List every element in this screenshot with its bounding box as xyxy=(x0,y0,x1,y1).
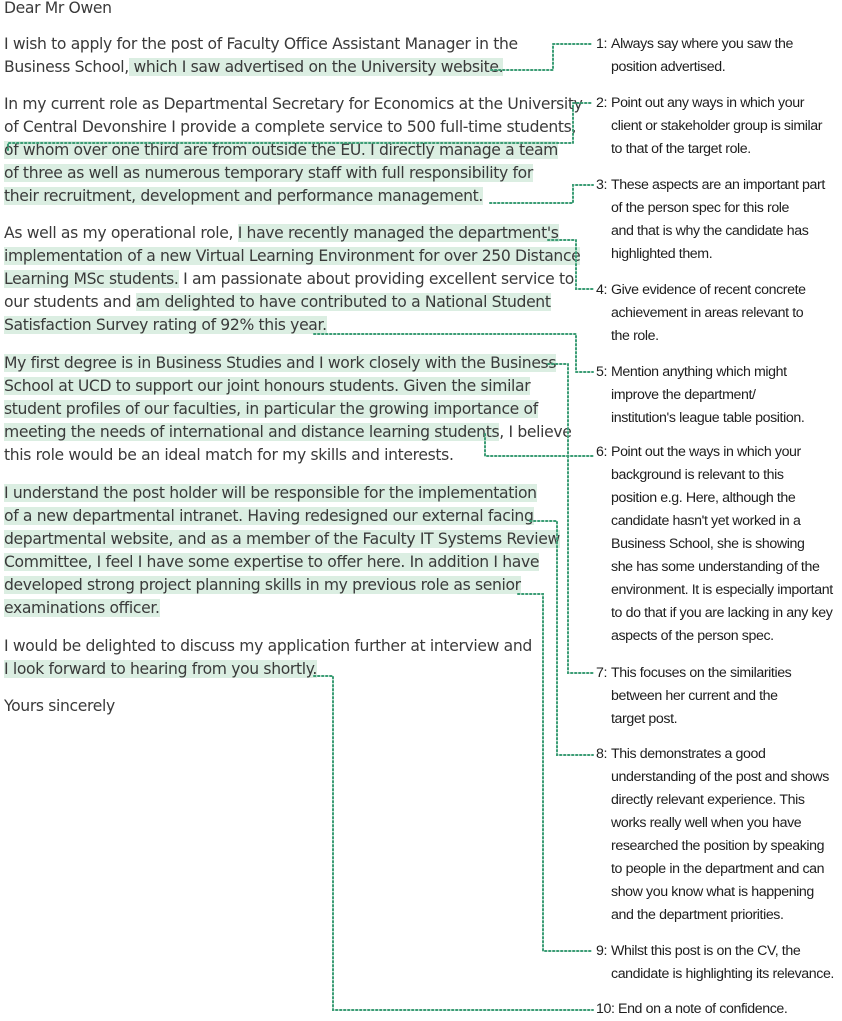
note-line: she has some understanding of the xyxy=(611,559,820,575)
note-line: show you know what is happening xyxy=(611,884,814,900)
paragraph-5: I understand the post holder will be responsible for the implementation of a new departmental intranet. Having redesigned our external facing departmental website, and as a member of the Faculty IT Systems Review Committee, I feel I have some expertise to offer here. In addition I have developed strong project planning skills in my previous role as senior examinations officer. xyxy=(4,484,560,617)
note-line: These aspects are an important part xyxy=(611,177,825,193)
note-4 xyxy=(596,279,842,348)
paragraph-3: As well as my operational role, I have recently managed the department's implementation of a new Virtual Learning Environment for over 250 Distance Learning MSc students. I am passionate about providing excellent service to our students and am delighted to have contributed to a National Student Satisfaction Survey rating of 92% this year. xyxy=(4,224,581,334)
note-line: highlighted them. xyxy=(611,246,713,262)
note-8 xyxy=(596,743,842,927)
note-line: Business School, she is showing xyxy=(611,536,805,552)
note-line: to do that if you are lacking in any key xyxy=(611,605,833,621)
highlight-7: I understand the post holder will be responsible for the implementation xyxy=(4,484,537,502)
note-line: candidate is highlighting its relevance. xyxy=(611,966,834,982)
note-number: 5: xyxy=(596,364,608,380)
note-line: target post. xyxy=(611,711,678,727)
note-number: 9: xyxy=(596,943,608,959)
note-number: 6: xyxy=(596,444,608,460)
note-line: Point out any ways in which your xyxy=(611,95,805,111)
note-line: Always say where you saw the xyxy=(611,36,793,52)
paragraph-1: I wish to apply for the post of Faculty Office Assistant Manager in the Business School, which I saw advertised on the University website. xyxy=(4,35,518,76)
highlight-2: of whom over one third are from outside the EU. xyxy=(4,141,366,159)
paragraph-2: In my current role as Departmental Secretary for Economics at the University of Central Devonshire I provide a complete service to 500 full-time students, of whom over one third are from outside the EU. I directly manage a team of three as well as numerous temporary staff with full responsibility for their recruitment, development and performance management. xyxy=(4,95,583,205)
note-line: to that of the target role. xyxy=(611,141,751,157)
note-2 xyxy=(596,92,842,161)
note-line: institution's league table position. xyxy=(611,410,805,426)
note-number: 2: xyxy=(596,95,608,111)
note-line: Give evidence of recent concrete xyxy=(611,282,806,298)
note-line: improve the department/ xyxy=(611,387,756,403)
salutation: Dear Mr Owen xyxy=(4,0,112,17)
connector-10 xyxy=(314,676,593,1010)
note-line: aspects of the person spec. xyxy=(611,628,774,644)
note-line: directly relevant experience. This xyxy=(611,792,805,808)
note-number: 3: xyxy=(596,177,608,193)
note-9 xyxy=(596,940,842,986)
note-line: the role. xyxy=(611,328,659,344)
note-line: background is relevant to this xyxy=(611,467,784,483)
paragraph-4: My first degree is in Business Studies and I work closely with the Business School at UCD to support our joint honours students. Given the similar student profiles of our faculties, in particular the growing importance of meeting the needs of international and distance learning students, I believe this role would be an ideal match for my skills and interests. xyxy=(4,354,572,464)
note-number: 7: xyxy=(596,665,608,681)
note-line: End on a note of confidence. xyxy=(618,1001,788,1017)
note-line: client or stakeholder group is similar xyxy=(611,118,823,134)
note-line: environment. It is especially important xyxy=(611,582,833,598)
note-10 xyxy=(596,998,842,1021)
note-line: between her current and the xyxy=(611,688,778,704)
paragraph-6: I would be delighted to discuss my application further at interview and I look forward to hearing from you shortly. xyxy=(4,637,532,678)
note-line: This focuses on the similarities xyxy=(611,665,792,681)
note-line: and the department priorities. xyxy=(611,907,784,923)
note-number: 8: xyxy=(596,746,608,762)
note-line: achievement in areas relevant to xyxy=(611,305,804,321)
highlight-6: My first degree is in Business Studies and I work closely with the Business xyxy=(4,354,557,372)
note-number: 1: xyxy=(596,36,608,52)
highlight-4: I have recently managed the department's xyxy=(237,224,559,242)
highlight-8: In addition I have xyxy=(405,553,540,571)
closing: Yours sincerely xyxy=(4,697,115,715)
note-line: understanding of the post and shows xyxy=(611,769,829,785)
note-3 xyxy=(596,174,842,266)
note-line: works really well when you have xyxy=(611,815,802,831)
note-6 xyxy=(596,441,842,648)
note-line: Mention anything which might xyxy=(611,364,787,380)
note-line: candidate hasn't yet worked in a xyxy=(611,513,801,529)
note-line: position e.g. Here, although the xyxy=(611,490,796,506)
note-number: 10: xyxy=(596,1001,615,1017)
note-line: and that is why the candidate has xyxy=(611,223,809,239)
note-line: of the person spec for this role xyxy=(611,200,790,216)
highlight-10: I look forward to hearing from you shortly. xyxy=(4,660,317,678)
highlight-1: which I saw advertised on the University website. xyxy=(128,58,504,76)
highlight-3: I directly manage a team xyxy=(365,141,558,159)
note-line: Point out the ways in which your xyxy=(611,444,801,460)
note-line: position advertised. xyxy=(611,59,726,75)
note-line: to people in the department and can xyxy=(611,861,825,877)
note-line: This demonstrates a good xyxy=(611,746,766,762)
note-7 xyxy=(596,662,842,731)
note-5 xyxy=(596,361,842,430)
note-number: 4: xyxy=(596,282,608,298)
note-line: researched the position by speaking xyxy=(611,838,825,854)
note-line: Whilst this post is on the CV, the xyxy=(611,943,801,959)
highlight-5: am delighted to have contributed to a National Student xyxy=(135,293,551,311)
note-1 xyxy=(596,33,842,79)
